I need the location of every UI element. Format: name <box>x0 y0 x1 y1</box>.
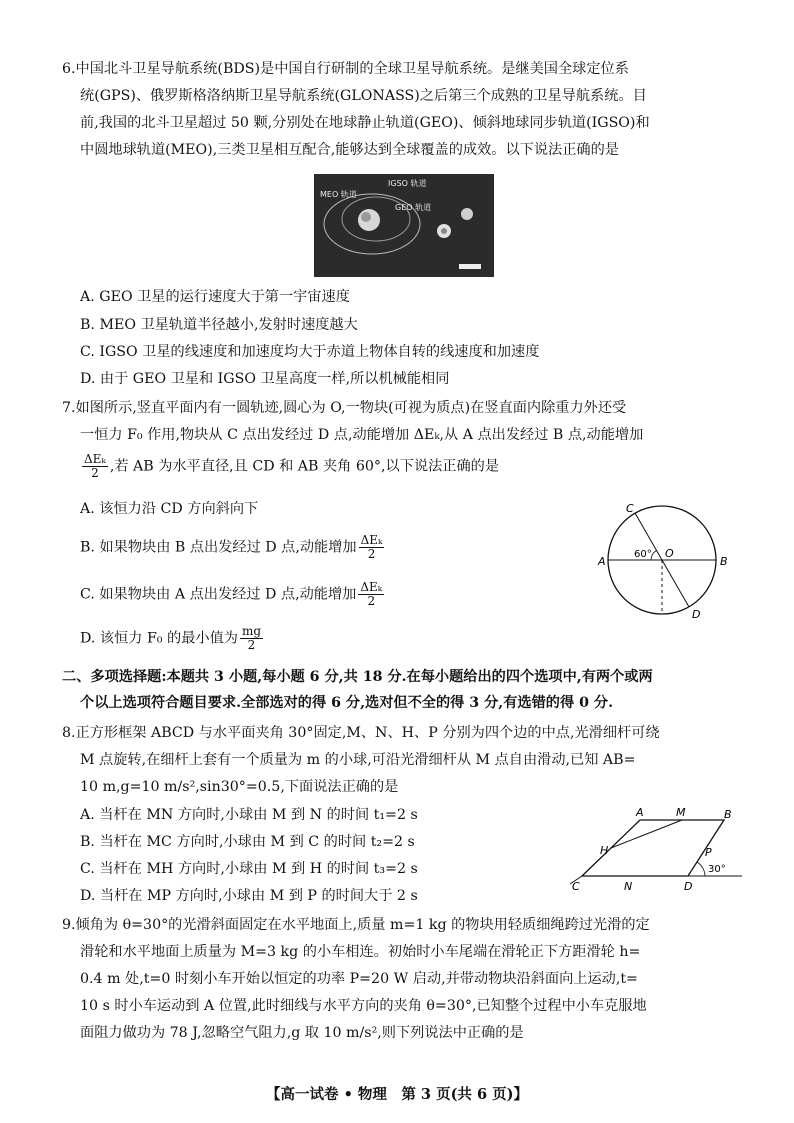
q7-option-b-text: B. 如果物块由 B 点出发经过 D 点,动能增加 <box>80 539 357 556</box>
fraction <box>82 453 108 480</box>
angle-arc <box>697 862 705 876</box>
circle-track-diagram <box>596 500 736 624</box>
q8-line: 8.正方形框架 ABCD 与水平面夹角 30°固定,M、N、H、P 分别为四个边的中点,光滑细杆可绕 <box>62 725 660 741</box>
label-b: B <box>720 555 728 568</box>
q6-line: 前,我国的北斗卫星超过 50 颗,分别处在地球静止轨道(GEO)、倾斜地球同步轨道(IGSO)和 <box>80 115 650 131</box>
q6-line: 中圆地球轨道(MEO),三类卫星相互配合,能够达到全球覆盖的成效。以下说法正确的是 <box>80 142 619 158</box>
igso-label: IGSO 轨道 <box>388 179 427 188</box>
label-n: N <box>624 880 633 893</box>
label-c: C <box>626 502 634 515</box>
fraction-numerator: ΔEₖ <box>360 580 383 594</box>
label-a: A <box>636 806 644 819</box>
angle-label: 60° <box>634 549 652 560</box>
fraction-denominator: 2 <box>367 547 376 561</box>
section-2-line: 二、多项选择题:本题共 3 小题,每小题 6 分,共 18 分.在每小题给出的四个选项中,有两个或两 <box>62 669 653 685</box>
satellite-orbit-photo <box>314 174 494 277</box>
q6-option-a: A. GEO 卫星的运行速度大于第一宇宙速度 <box>80 289 350 305</box>
q8-line: M 点旋转,在细杆上套有一个质量为 m 的小球,可沿光滑细杆从 M 点自由滑动,已知 AB= <box>80 752 636 768</box>
q8-line: 10 m,g=10 m/s²,sin30°=0.5,下面说法正确的是 <box>80 779 399 795</box>
q7-line-1: 7.如图所示,竖直平面内有一圆轨迹,圆心为 O,一物块(可视为质点)在竖直面内除重力外还受 <box>62 400 627 416</box>
geo-label: GEO 轨道 <box>395 203 432 212</box>
q7-line-2: 一恒力 F₀ 作用,物块从 C 点出发经过 D 点,动能增加 ΔEₖ,从 A 点出发经过 B 点,动能增加 <box>80 427 644 443</box>
page-footer: 【高一试卷 • 物理 第 3 页(共 6 页)】 <box>266 1086 528 1103</box>
meo-label: MEO 轨道 <box>320 190 357 199</box>
question-8-stem <box>62 720 734 801</box>
inclined-square-frame-diagram <box>566 806 746 898</box>
fraction-numerator: ΔEₖ <box>360 533 383 547</box>
angle-arc <box>651 551 657 561</box>
q8-option-a: A. 当杆在 MN 方向时,小球由 M 到 N 的时间 t₁=2 s <box>80 807 418 823</box>
section-2-line: 个以上选项符合题目要求.全部选对的得 6 分,选对但不全的得 3 分,有选错的得 0 分. <box>80 695 614 711</box>
label-d: D <box>684 880 693 893</box>
q6-line: 6.中国北斗卫星导航系统(BDS)是中国自行研制的全球卫星导航系统。是继美国全球定位系 <box>62 61 629 77</box>
q7-line-3-text: ,若 AB 为水平直径,且 CD 和 AB 夹角 60°,以下说法正确的是 <box>109 458 500 475</box>
q6-option-d: D. 由于 GEO 卫星和 IGSO 卫星高度一样,所以机械能相同 <box>80 371 450 387</box>
label-m: M <box>676 806 686 819</box>
q9-line: 0.4 m 处,t=0 时刻小车开始以恒定的功率 P=20 W 启动,并带动物块沿斜面向上运动,t= <box>80 971 638 987</box>
q7-option-c-text: C. 如果物块由 A 点出发经过 D 点,动能增加 <box>80 586 357 603</box>
label-d: D <box>692 608 701 621</box>
fraction-numerator: ΔEₖ <box>84 452 106 466</box>
rod-mh <box>611 820 682 848</box>
fraction <box>240 625 263 652</box>
label-b: B <box>724 808 732 821</box>
satellite-orbit-illustration <box>314 174 494 277</box>
question-9-stem <box>62 912 734 1047</box>
label-p: P <box>705 846 712 859</box>
question-7-stem <box>62 395 734 481</box>
q6-option-b: B. MEO 卫星轨道半径越小,发射时速度越大 <box>80 317 358 333</box>
question-6-stem <box>62 56 734 164</box>
q7-option-c <box>80 581 386 608</box>
q8-option-d: D. 当杆在 MP 方向时,小球由 M 到 P 的时间大于 2 s <box>80 888 418 904</box>
q7-option-b <box>80 534 386 561</box>
q7-option-d <box>80 625 265 652</box>
fraction-denominator: 2 <box>247 638 256 652</box>
fraction-denominator: 2 <box>367 594 376 608</box>
q6-line: 统(GPS)、俄罗斯格洛纳斯卫星导航系统(GLONASS)之后第三个成熟的卫星导航系统。目 <box>80 88 647 104</box>
q6-option-c: C. IGSO 卫星的线速度和加速度均大于赤道上物体自转的线速度和加速度 <box>80 344 540 360</box>
fraction-denominator: 2 <box>91 466 99 480</box>
q9-line: 面阻力做功为 78 J,忽略空气阻力,g 取 10 m/s²,则下列说法中正确的是 <box>80 1025 524 1041</box>
label-a: A <box>598 555 606 568</box>
section-2-heading <box>62 664 742 716</box>
q9-line: 9.倾角为 θ=30°的光滑斜面固定在水平地面上,质量 m=1 kg 的物块用轻质细绳跨过光滑的定 <box>62 917 650 933</box>
label-o: O <box>665 547 674 560</box>
fraction-numerator: mg <box>241 624 262 638</box>
q7-option-a: A. 该恒力沿 CD 方向斜向下 <box>80 501 259 517</box>
label-c: C <box>572 880 580 893</box>
q8-option-c: C. 当杆在 MH 方向时,小球由 M 到 H 的时间 t₃=2 s <box>80 861 418 877</box>
q7-line-3 <box>62 453 734 481</box>
q9-line: 滑轮和水平地面上质量为 M=3 kg 的小车相连。初始时小车尾端在滑轮正下方距滑轮 h= <box>80 944 641 960</box>
label-h: H <box>600 844 609 857</box>
angle-label: 30° <box>708 864 726 875</box>
fraction <box>359 534 385 561</box>
q8-option-b: B. 当杆在 MC 方向时,小球由 M 到 C 的时间 t₂=2 s <box>80 834 415 850</box>
q9-line: 10 s 时小车运动到 A 位置,此时细线与水平方向的夹角 θ=30°,已知整个过程中小车克服地 <box>80 998 647 1014</box>
q7-option-d-text: D. 该恒力 F₀ 的最小值为 <box>80 630 238 647</box>
fraction <box>358 581 384 608</box>
